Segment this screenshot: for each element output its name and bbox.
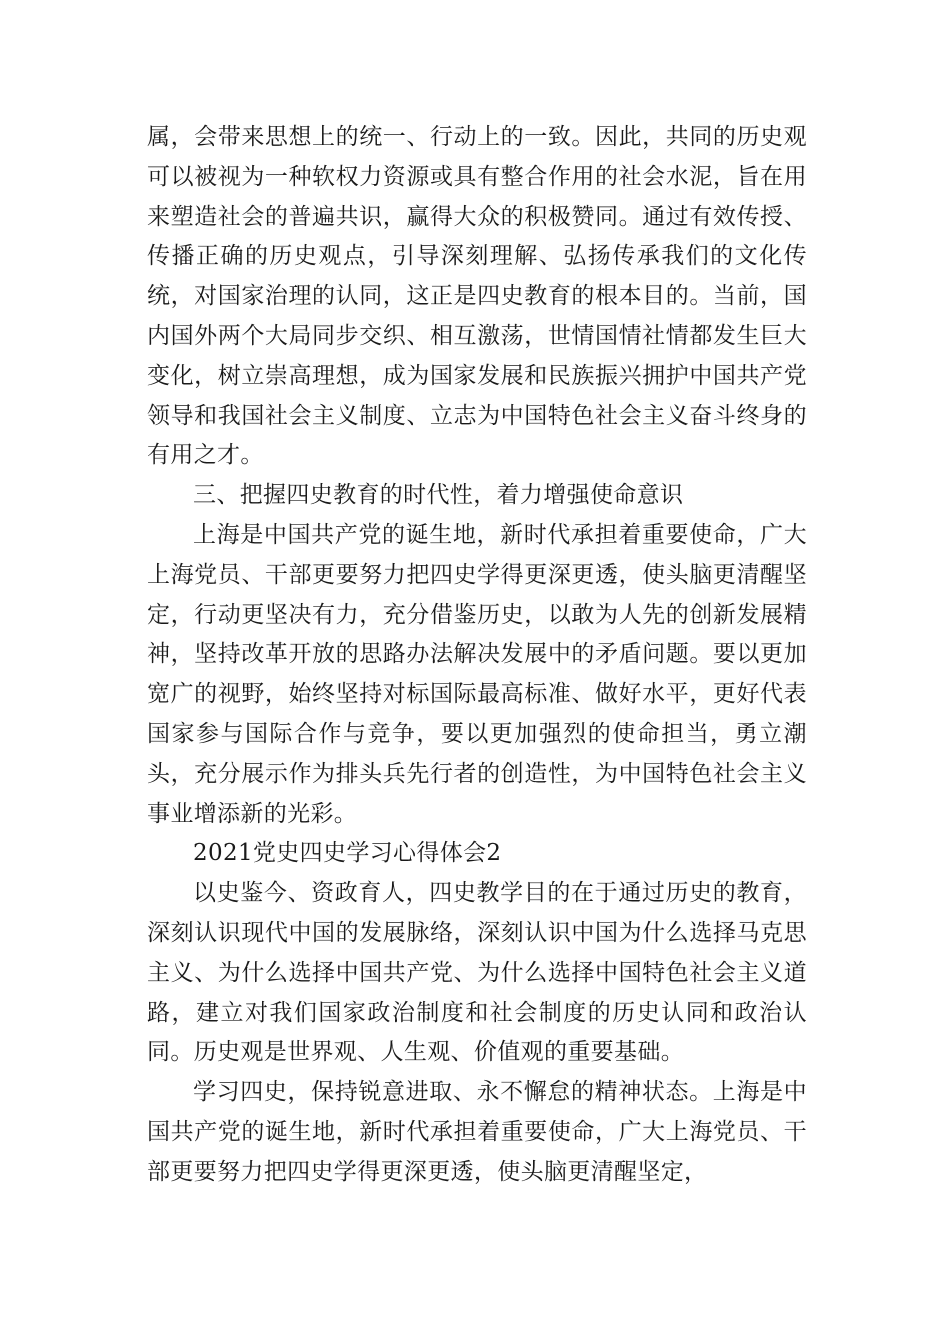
- section-heading-three: 三、把握四史教育的时代性，着力增强使命意识: [193, 482, 684, 509]
- paragraph-shanghai-mission: 上海是中国共产党的诞生地，新时代承担着重要使命，广大上海党员、干部更要努力把四史学得更深更透，使头脑更清醒坚定，行动更坚决有力，充分借鉴历史，以敢为人先的创新发展精神，坚持改革开放的思路办法解决发展中的矛盾问题。要以更加宽广的视野，始终坚持对标国际最高标准、做好水平，更好代表国家参与国际合作与竞争，要以更加强烈的使命担当，勇立潮头，充分展示作为排头兵先行者的创造性，为中国特色社会主义事业增添新的光彩。: [147, 521, 807, 827]
- article-title-2: 2021党史四史学习心得体会2: [193, 840, 502, 867]
- document-page: [147, 118, 807, 1193]
- paragraph-history-education: 以史鉴今、资政育人，四史教学目的在于通过历史的教育，深刻认识现代中国的发展脉络，深刻认识中国为什么选择马克思主义、为什么选择中国共产党、为什么选择中国特色社会主义道路，建立对我们国家政治制度和社会制度的历史认同和政治认同。历史观是世界观、人生观、价值观的重要基础。: [147, 880, 807, 1066]
- paragraph-continuation: 属，会带来思想上的统一、行动上的一致。因此，共同的历史观可以被视为一种软权力资源或具有整合作用的社会水泥，旨在用来塑造社会的普遍共识，赢得大众的积极赞同。通过有效传授、传播正确的历史观点，引导深刻理解、弘扬传承我们的文化传统，对国家治理的认同，这正是四史教育的根本目的。当前，国内国外两个大局同步交织、相互激荡，世情国情社情都发生巨大变化，树立崇高理想，成为国家发展和民族振兴拥护中国共产党领导和我国社会主义制度、立志为中国特色社会主义奋斗终身的有用之才。: [147, 124, 807, 469]
- paragraph-study-four-histories: 学习四史，保持锐意进取、永不懈怠的精神状态。上海是中国共产党的诞生地，新时代承担着重要使命，广大上海党员、干部更要努力把四史学得更深更透，使头脑更清醒坚定，: [147, 1079, 807, 1185]
